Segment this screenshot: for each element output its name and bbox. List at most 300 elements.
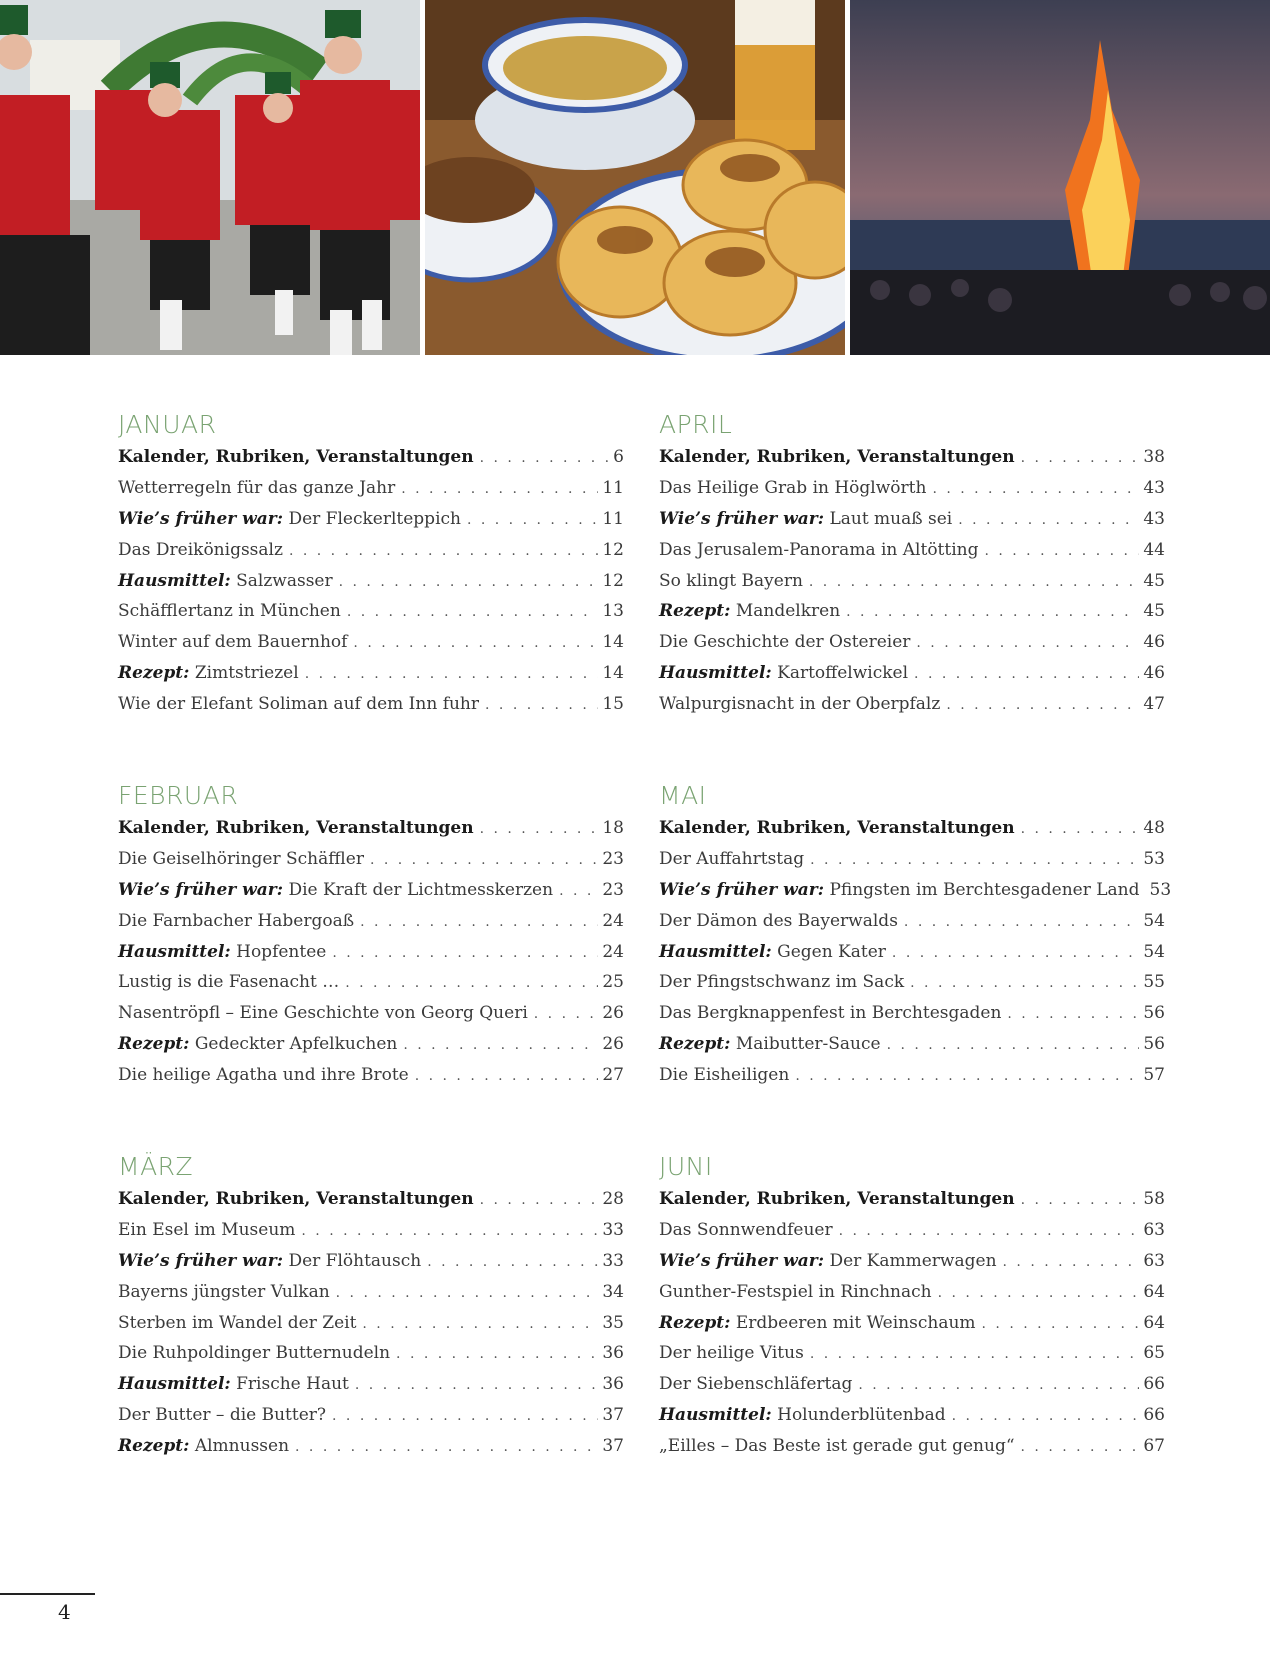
entry-label (118, 967, 339, 998)
entry-title: Der Pfingstschwanz im Sack (659, 972, 905, 993)
entry-title: Kalender, Rubriken, Veranstaltungen (118, 818, 474, 838)
toc-entry[interactable] (659, 596, 1165, 627)
entry-category: Wie’s früher war: (118, 879, 284, 900)
entry-title: Erdbeeren mit Weinschaum (730, 1312, 976, 1333)
dot-leader (810, 1339, 1140, 1370)
dot-leader (1021, 814, 1140, 845)
entry-title: Schäfflertanz in München (118, 601, 341, 622)
entry-category: Hausmittel: (659, 941, 772, 962)
entry-category: Rezept: (118, 1436, 190, 1457)
entry-title: Almnussen (189, 1436, 290, 1457)
entry-page-number: 54 (1143, 941, 1165, 962)
entry-page-number: 64 (1143, 1281, 1165, 1302)
entry-label (659, 1338, 804, 1369)
footer-rule (0, 1593, 95, 1595)
entry-label (659, 504, 952, 535)
entry-title: Das Dreikönigssalz (118, 539, 283, 560)
entry-title: Der Siebenschläfertag (659, 1374, 853, 1395)
toc-entry[interactable] (659, 504, 1165, 535)
toc-section-februar (118, 779, 624, 1091)
entry-page-number: 35 (602, 1312, 624, 1333)
entry-title: Wie der Elefant Soliman auf dem Inn fuhr (118, 694, 480, 715)
toc-entry[interactable] (118, 813, 624, 844)
entry-title: Winter auf dem Bauernhof (118, 632, 348, 653)
entry-title: Der Kammerwagen (824, 1250, 997, 1271)
toc-entry[interactable] (659, 473, 1165, 504)
entry-label (118, 1400, 326, 1431)
entry-title: Mandelkren (730, 601, 841, 622)
toc-entry[interactable] (118, 906, 624, 937)
toc-entry[interactable] (659, 1338, 1165, 1369)
entry-title: Das Sonnwendfeuer (659, 1219, 833, 1240)
entry-category: Rezept: (659, 1034, 731, 1055)
entry-label (659, 535, 978, 566)
entry-label (659, 566, 803, 597)
entry-category: Hausmittel: (659, 663, 772, 684)
dot-leader (904, 907, 1139, 938)
dot-leader (858, 1370, 1139, 1401)
entry-label (118, 596, 341, 627)
entry-page-number: 6 (613, 447, 624, 467)
toc-section-märz (118, 1150, 624, 1462)
toc-entry[interactable] (118, 1184, 624, 1215)
entry-label (659, 689, 940, 720)
entry-page-number: 25 (602, 972, 624, 993)
photo-schaefflertanz (0, 0, 420, 355)
entry-page-number: 14 (602, 632, 624, 653)
entry-label (118, 998, 528, 1029)
entry-title: Der Butter – die Butter? (118, 1405, 327, 1426)
toc-entry[interactable] (659, 566, 1165, 597)
toc-entry[interactable] (118, 442, 624, 473)
toc-entry[interactable] (659, 689, 1165, 720)
entry-label (659, 627, 910, 658)
month-heading: APRIL (659, 410, 733, 439)
dot-leader (305, 659, 599, 690)
entry-title: Pfingsten im Berchtesgadener Land (824, 879, 1140, 900)
toc-entry[interactable] (118, 596, 624, 627)
entry-page-number: 43 (1143, 477, 1165, 498)
entry-page-number: 58 (1143, 1189, 1165, 1209)
dot-leader (932, 474, 1139, 505)
dot-leader (1021, 1432, 1140, 1463)
entry-page-number: 18 (602, 818, 624, 838)
entry-label (659, 442, 1015, 473)
dot-leader (809, 567, 1139, 598)
entry-label (659, 1184, 1015, 1215)
dot-leader (946, 690, 1139, 721)
entry-title: Der heilige Vitus (659, 1343, 804, 1364)
entry-label (659, 1308, 976, 1339)
entry-page-number: 36 (602, 1343, 624, 1364)
entry-category: Hausmittel: (659, 1405, 772, 1426)
toc-entry[interactable] (118, 1215, 624, 1246)
entry-page-number: 57 (1143, 1065, 1165, 1086)
dot-leader (485, 690, 598, 721)
toc-entry[interactable] (118, 1400, 624, 1431)
toc-entry[interactable] (659, 1029, 1165, 1060)
entry-title: Gedeckter Apfelkuchen (189, 1034, 398, 1055)
entry-title: Die Geiselhöringer Schäffler (118, 848, 364, 869)
entry-label (118, 1369, 349, 1400)
toc-entry[interactable] (118, 535, 624, 566)
entry-page-number: 24 (602, 910, 624, 931)
entry-page-number: 26 (602, 1034, 624, 1055)
entry-category: Rezept: (659, 601, 731, 622)
entry-title: Kalender, Rubriken, Veranstaltungen (659, 818, 1015, 838)
entry-page-number: 23 (602, 848, 624, 869)
dot-leader (295, 1432, 598, 1463)
entry-page-number: 45 (1143, 570, 1165, 591)
toc-entry[interactable] (659, 535, 1165, 566)
dot-leader (480, 1185, 599, 1216)
entry-page-number: 65 (1143, 1343, 1165, 1364)
entry-page-number: 48 (1143, 818, 1165, 838)
toc-entry[interactable] (118, 967, 624, 998)
entry-title: Maibutter-Sauce (730, 1034, 881, 1055)
entry-title: Frische Haut (230, 1374, 349, 1395)
entry-label (659, 596, 840, 627)
toc-section-mai (659, 779, 1172, 1091)
month-heading: JANUAR (118, 410, 217, 439)
dot-leader (1007, 999, 1139, 1030)
entry-title: Der Auffahrtstag (659, 848, 805, 869)
entry-page-number: 37 (602, 1405, 624, 1426)
entry-title: Die Farnbacher Habergoaß (118, 910, 355, 931)
entry-category: Wie’s früher war: (118, 1250, 284, 1271)
entry-label (659, 1246, 997, 1277)
entry-label (118, 658, 299, 689)
dot-leader (984, 536, 1139, 567)
dot-leader (952, 1401, 1140, 1432)
entry-title: Die heilige Agatha und ihre Brote (118, 1065, 409, 1086)
entry-page-number: 34 (602, 1281, 624, 1302)
toc-entry[interactable] (118, 844, 624, 875)
toc-entry[interactable] (118, 689, 624, 720)
entry-category: Rezept: (118, 663, 190, 684)
toc-entry[interactable] (118, 1246, 624, 1277)
entry-label (118, 504, 461, 535)
entry-category: Rezept: (118, 1034, 190, 1055)
dot-leader (415, 1061, 599, 1092)
toc-entry[interactable] (659, 1184, 1165, 1215)
dot-leader (332, 938, 598, 969)
month-heading: FEBRUAR (118, 781, 239, 810)
entry-page-number: 36 (602, 1374, 624, 1395)
toc-entry[interactable] (118, 875, 624, 906)
toc-entry[interactable] (659, 1308, 1165, 1339)
entry-category: Wie’s früher war: (118, 508, 284, 529)
photo-dampfnudeln (425, 0, 845, 355)
dot-leader (1021, 443, 1140, 474)
entry-page-number: 37 (602, 1436, 624, 1457)
entry-title: Die Eisheiligen (659, 1065, 790, 1086)
entry-page-number: 56 (1143, 1034, 1165, 1055)
entry-title: Das Heilige Grab in Höglwörth (659, 477, 927, 498)
entry-page-number: 14 (602, 663, 624, 684)
toc-entry[interactable] (659, 967, 1165, 998)
entry-title: Ein Esel im Museum (118, 1219, 296, 1240)
toc-entry[interactable] (659, 1400, 1165, 1431)
entry-label (659, 473, 926, 504)
entry-title: Walpurgisnacht in der Oberpfalz (659, 694, 941, 715)
entry-label (118, 1060, 409, 1091)
entry-page-number: 28 (602, 1189, 624, 1209)
entry-title: Salzwasser (230, 570, 333, 591)
entry-category: Rezept: (659, 1312, 731, 1333)
entry-title: Kalender, Rubriken, Veranstaltungen (659, 1189, 1015, 1209)
entry-label (659, 844, 804, 875)
entry-page-number: 66 (1143, 1374, 1165, 1395)
entry-category: Wie’s früher war: (659, 1250, 825, 1271)
entry-page-number: 67 (1143, 1436, 1165, 1457)
dot-leader (427, 1247, 598, 1278)
dot-leader (480, 814, 599, 845)
photo-strip (0, 0, 1270, 355)
toc-entry[interactable] (118, 1369, 624, 1400)
entry-label (118, 473, 395, 504)
entry-label (659, 1215, 833, 1246)
entry-page-number: 54 (1143, 910, 1165, 931)
toc-entry[interactable] (118, 658, 624, 689)
entry-page-number: 13 (602, 601, 624, 622)
toc-section-januar (118, 408, 624, 720)
entry-page-number: 11 (602, 508, 624, 529)
entry-label (659, 906, 898, 937)
dot-leader (332, 1401, 598, 1432)
dot-leader (345, 968, 598, 999)
entry-label (118, 937, 326, 968)
entry-label (659, 875, 1140, 906)
dot-leader (846, 597, 1139, 628)
dot-leader (403, 1030, 598, 1061)
entry-title: Gegen Kater (771, 941, 886, 962)
dot-leader (396, 1339, 598, 1370)
entry-page-number: 46 (1143, 632, 1165, 653)
dot-leader (958, 505, 1139, 536)
toc-entry[interactable] (118, 1338, 624, 1369)
toc-section-april (659, 408, 1165, 720)
entry-label (659, 967, 904, 998)
entry-title: Die Kraft der Lichtmesskerzen (283, 879, 554, 900)
dot-leader (360, 907, 598, 938)
toc-entry[interactable] (118, 473, 624, 504)
entry-page-number: 24 (602, 941, 624, 962)
dot-leader (1021, 1185, 1140, 1216)
toc-entry[interactable] (118, 504, 624, 535)
dot-leader (370, 845, 598, 876)
dot-leader (559, 876, 598, 907)
toc-entry[interactable] (659, 813, 1165, 844)
entry-page-number: 63 (1143, 1219, 1165, 1240)
entry-label (118, 442, 474, 473)
dot-leader (401, 474, 598, 505)
dot-leader (916, 628, 1139, 659)
entry-category: Hausmittel: (118, 570, 231, 591)
entry-label (118, 844, 364, 875)
toc-entry[interactable] (659, 1215, 1165, 1246)
toc-entry[interactable] (659, 875, 1172, 906)
entry-page-number: 45 (1143, 601, 1165, 622)
dot-leader (795, 1061, 1139, 1092)
entry-title: Wetterregeln für das ganze Jahr (118, 477, 396, 498)
entry-label (118, 1246, 421, 1277)
entry-label (118, 1215, 295, 1246)
entry-page-number: 38 (1143, 447, 1165, 467)
toc-entry[interactable] (659, 627, 1165, 658)
toc-entry[interactable] (659, 844, 1165, 875)
month-heading: JUNI (659, 1152, 713, 1181)
entry-label (659, 813, 1015, 844)
entry-title: Laut muaß sei (824, 508, 953, 529)
toc-entry[interactable] (118, 937, 624, 968)
entry-page-number: 47 (1143, 694, 1165, 715)
dot-leader (353, 628, 598, 659)
entry-page-number: 56 (1143, 1003, 1165, 1024)
entry-title: Der Flöhtausch (283, 1250, 422, 1271)
dot-leader (839, 1216, 1140, 1247)
dot-leader (887, 1030, 1140, 1061)
entry-page-number: 43 (1143, 508, 1165, 529)
entry-label (659, 658, 908, 689)
entry-page-number: 27 (602, 1065, 624, 1086)
dot-leader (1003, 1247, 1140, 1278)
entry-title: Das Bergknappenfest in Berchtesgaden (659, 1003, 1002, 1024)
entry-title: Kalender, Rubriken, Veranstaltungen (118, 1189, 474, 1209)
entry-title: Nasentröpfl – Eine Geschichte von Georg Queri (118, 1003, 528, 1024)
entry-label (118, 906, 354, 937)
dot-leader (362, 1309, 598, 1340)
entry-page-number: 33 (602, 1250, 624, 1271)
entry-label (118, 1029, 397, 1060)
toc-entry[interactable] (118, 566, 624, 597)
entry-page-number: 12 (602, 539, 624, 560)
entry-label (118, 813, 474, 844)
entry-label (118, 1277, 330, 1308)
entry-page-number: 53 (1143, 848, 1165, 869)
toc-entry[interactable] (659, 1246, 1165, 1277)
dot-leader (339, 567, 599, 598)
entry-label (118, 1308, 356, 1339)
dot-leader (336, 1278, 599, 1309)
entry-title: So klingt Bayern (659, 570, 803, 591)
entry-label (659, 1369, 852, 1400)
entry-label (118, 627, 347, 658)
entry-title: Hopfentee (230, 941, 327, 962)
entry-title: Bayerns jüngster Vulkan (118, 1281, 330, 1302)
month-heading: MAI (659, 781, 707, 810)
toc-entry[interactable] (118, 627, 624, 658)
entry-label (659, 1060, 789, 1091)
entry-title: Kalender, Rubriken, Veranstaltungen (118, 447, 474, 467)
entry-title: Kartoffelwickel (771, 663, 909, 684)
entry-title: „Eilles – Das Beste ist gerade gut genug“ (659, 1436, 1015, 1457)
toc-entry[interactable] (659, 442, 1165, 473)
entry-page-number: 11 (602, 477, 624, 498)
entry-page-number: 23 (602, 879, 624, 900)
entry-label (659, 1431, 1015, 1462)
photo-bonfire (850, 0, 1270, 355)
toc-entry[interactable] (659, 1431, 1165, 1462)
entry-page-number: 26 (602, 1003, 624, 1024)
entry-title: Gunther-Festspiel in Rinchnach (659, 1281, 932, 1302)
dot-leader (910, 968, 1139, 999)
month-heading: MÄRZ (118, 1152, 194, 1181)
entry-page-number: 66 (1143, 1405, 1165, 1426)
entry-page-number: 63 (1143, 1250, 1165, 1271)
toc-entry[interactable] (659, 906, 1165, 937)
entry-label (118, 689, 479, 720)
dot-leader (892, 938, 1139, 969)
entry-label (118, 1338, 390, 1369)
entry-label (659, 1029, 881, 1060)
entry-title: Die Ruhpoldinger Butternudeln (118, 1343, 391, 1364)
toc-entry[interactable] (118, 1060, 624, 1091)
entry-title: Sterben im Wandel der Zeit (118, 1312, 357, 1333)
entry-label (659, 1400, 946, 1431)
dot-leader (938, 1278, 1140, 1309)
entry-page-number: 53 (1149, 879, 1172, 900)
entry-label (118, 535, 283, 566)
entry-category: Wie’s früher war: (659, 508, 825, 529)
entry-title: Der Dämon des Bayerwalds (659, 910, 898, 931)
dot-leader (810, 845, 1139, 876)
entry-page-number: 12 (602, 570, 624, 591)
toc-entry[interactable] (118, 1277, 624, 1308)
toc-entry[interactable] (118, 1029, 624, 1060)
toc-entry[interactable] (118, 1431, 624, 1462)
entry-category: Hausmittel: (118, 1374, 231, 1395)
toc-entry[interactable] (659, 1369, 1165, 1400)
entry-label (659, 998, 1001, 1029)
entry-label (118, 1431, 289, 1462)
dot-leader (289, 536, 598, 567)
entry-page-number: 44 (1143, 539, 1165, 560)
entry-page-number: 33 (602, 1219, 624, 1240)
dot-leader (301, 1216, 598, 1247)
dot-leader (914, 659, 1139, 690)
entry-page-number: 64 (1143, 1312, 1165, 1333)
dot-leader (534, 999, 599, 1030)
dot-leader (982, 1309, 1140, 1340)
toc-entry[interactable] (659, 658, 1165, 689)
entry-label (659, 937, 886, 968)
entry-title: Kalender, Rubriken, Veranstaltungen (659, 447, 1015, 467)
toc-section-juni (659, 1150, 1165, 1462)
entry-label (118, 875, 553, 906)
entry-category: Hausmittel: (118, 941, 231, 962)
toc-entry[interactable] (659, 998, 1165, 1029)
dot-leader (355, 1370, 598, 1401)
entry-title: Lustig is die Fasenacht … (118, 972, 340, 993)
entry-category: Wie’s früher war: (659, 879, 825, 900)
entry-title: Die Geschichte der Ostereier (659, 632, 911, 653)
dot-leader (347, 597, 599, 628)
entry-title: Das Jerusalem-Panorama in Altötting (659, 539, 979, 560)
toc-entry[interactable] (118, 1308, 624, 1339)
toc-entry[interactable] (659, 937, 1165, 968)
entry-page-number: 55 (1143, 972, 1165, 993)
entry-label (118, 566, 333, 597)
dot-leader (480, 443, 610, 474)
entry-title: Holunderblütenbad (771, 1405, 946, 1426)
entry-title: Zimtstriezel (189, 663, 299, 684)
toc-entry[interactable] (118, 998, 624, 1029)
dot-leader (467, 505, 598, 536)
toc-entry[interactable] (659, 1060, 1165, 1091)
toc-entry[interactable] (659, 1277, 1165, 1308)
entry-title: Der Fleckerlteppich (283, 508, 461, 529)
